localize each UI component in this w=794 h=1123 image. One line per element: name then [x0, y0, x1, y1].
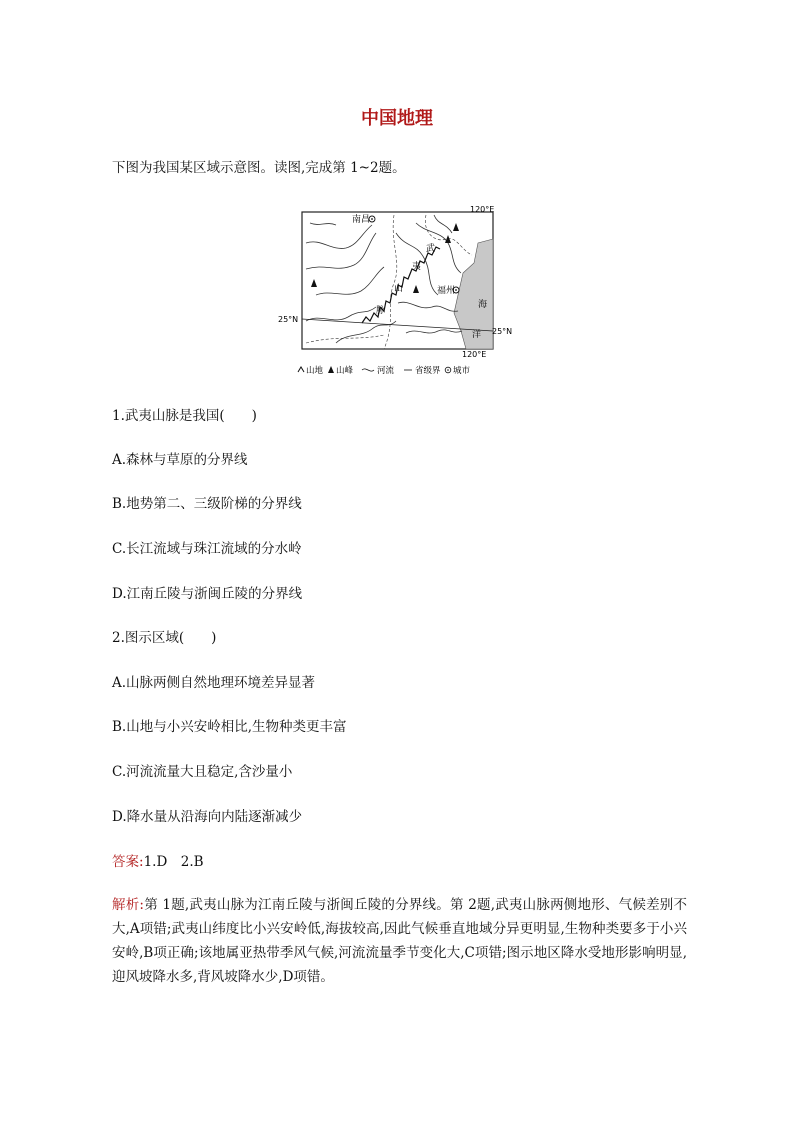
- mountain-label-1: 武: [426, 244, 436, 254]
- analysis-paragraph: [112, 893, 687, 989]
- page-title: 中国地理: [361, 108, 433, 129]
- answer-label: 答案:: [112, 854, 144, 870]
- city-label-nanchang: 南昌: [352, 215, 371, 225]
- latitude-label-right: 25°N: [492, 327, 513, 336]
- sea-label-1: 海: [478, 300, 488, 310]
- question-2-option-c: C.河流流量大且稳定,含沙量小: [112, 764, 293, 780]
- analysis-text: 第 1题,武夷山脉为江南丘陵与浙闽丘陵的分界线。第 2题,武夷山脉两侧地形、气候差别不大,A项错;武夷山纬度比小兴安岭低,海拔较高,因此气候垂直地域分异更明显,生物种类要多于小兴安岭,B项正确;该地属亚热带季风气候,河流流量季节变化大,C项错;图示地区降水受地形影响明显,迎风坡降水多,背风坡降水少,D项错。: [112, 897, 687, 985]
- question-1-option-d: D.江南丘陵与浙闽丘陵的分界线: [112, 586, 303, 602]
- legend-border: 省级界: [415, 366, 441, 376]
- question-1-option-a: A.森林与草原的分界线: [112, 452, 248, 468]
- question-2-stem: 2.图示区域( ): [112, 630, 217, 646]
- answer-text: 1.D 2.B: [143, 854, 204, 870]
- sea-label-2: 洋: [472, 330, 482, 340]
- latitude-label-left: 25°N: [278, 315, 299, 324]
- legend-city: 城市: [453, 366, 471, 376]
- legend-river: 河流: [377, 366, 395, 376]
- mountain-legend-icon: [298, 367, 304, 372]
- region-map: [276, 203, 516, 379]
- mountain-label-2: 夷: [412, 262, 422, 272]
- question-1-option-b: B.地势第二、三级阶梯的分界线: [112, 496, 302, 512]
- map-legend: [298, 365, 471, 376]
- question-2-option-b: B.山地与小兴安岭相比,生物种类更丰富: [112, 719, 347, 735]
- legend-mountain: 山地: [306, 366, 324, 376]
- city-label-fuzhou: 福州: [437, 286, 456, 296]
- question-1-stem: 1.武夷山脉是我国( ): [112, 408, 257, 424]
- peak-legend-icon: [328, 366, 334, 373]
- legend-peak: 山峰: [336, 366, 354, 376]
- question-2-option-d: D.降水量从沿海向内陆逐渐减少: [112, 809, 303, 825]
- mountain-label-4: 脉: [376, 306, 386, 316]
- mountain-label-3: 山: [394, 284, 404, 294]
- river-legend-icon: [362, 369, 374, 371]
- longitude-label-top: 120°E: [470, 205, 495, 214]
- intro-text: 下图为我国某区域示意图。读图,完成第 1~2题。: [112, 160, 406, 176]
- answer-line: [112, 850, 204, 870]
- question-1-option-c: C.长江流域与珠江流域的分水岭: [112, 541, 302, 557]
- longitude-label-bottom: 120°E: [462, 350, 487, 359]
- question-2-option-a: A.山脉两侧自然地理环境差异显著: [112, 675, 316, 691]
- analysis-label: 解析:: [112, 897, 144, 913]
